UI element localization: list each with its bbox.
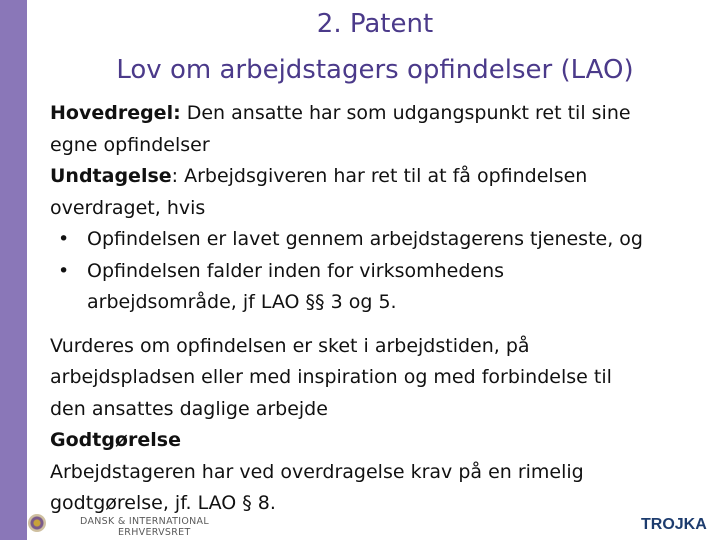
footer-logo-line1: DANSK & INTERNATIONAL	[80, 516, 209, 527]
compensation-line-1: Arbejdstageren har ved overdragelse krav på en rimelig	[50, 460, 584, 483]
side-band	[0, 0, 27, 540]
slide-title: 2. Patent	[316, 9, 434, 39]
exception-line	[50, 161, 705, 193]
bullet-text-2-continuation: arbejdsområde, jf LAO §§ 3 og 5.	[87, 291, 397, 313]
trojka-logo: TROJKA	[641, 516, 707, 533]
assessment-line-2: arbejdspladsen eller med inspiration og med forbindelse til	[50, 366, 612, 388]
exception-continuation: overdraget, hvis	[50, 196, 206, 219]
main-rule-label: Hovedregel:	[50, 102, 181, 124]
slide-body	[50, 98, 705, 520]
assessment-line-3: den ansattes daglige arbejde	[50, 397, 328, 420]
compensation-heading: Godtgørelse	[50, 429, 181, 451]
compensation-line-2: godtgørelse, jf. LAO § 8.	[50, 492, 276, 514]
assessment-line-1: Vurderes om opfindelsen er sket i arbejdstiden, på	[50, 334, 530, 357]
footer-logo-line2: ERHVERVSRET	[118, 527, 191, 538]
main-rule-line	[50, 98, 705, 130]
exception-text: : Arbejdsgiveren har ret til at få opfindelsen	[171, 165, 588, 187]
exception-label: Undtagelse	[50, 165, 172, 187]
main-rule-text: Den ansatte har som udgangspunkt ret til sine	[180, 102, 631, 124]
university-emblem-icon	[28, 514, 46, 532]
bullet-item-1	[50, 224, 705, 256]
main-rule-continuation: egne opfindelser	[50, 133, 210, 156]
bullet-text-1: Opfindelsen er lavet gennem arbejdstagerens tjeneste, og	[87, 228, 643, 250]
bullet-text-2: Opfindelsen falder inden for virksomhedens	[87, 259, 505, 282]
slide-subtitle: Lov om arbejdstagers opfindelser (LAO)	[116, 55, 634, 85]
bullet-icon: •	[58, 228, 70, 250]
footer-logo	[80, 516, 209, 538]
bullet-icon: •	[58, 259, 70, 282]
bullet-item-2	[50, 256, 705, 288]
